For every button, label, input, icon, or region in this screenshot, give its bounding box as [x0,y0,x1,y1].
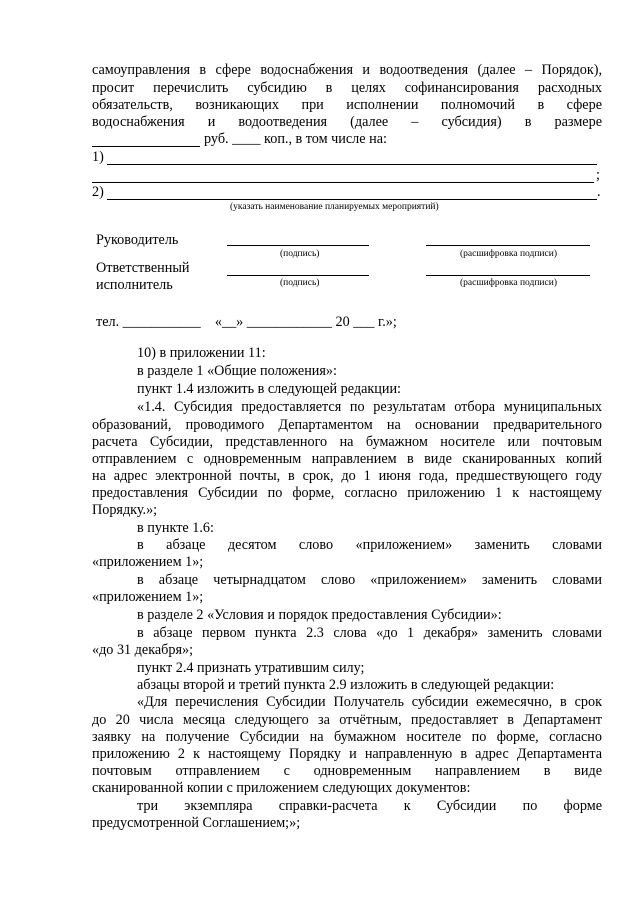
item-2-blank-line [107,199,597,200]
text-line: просит перечислить субсидию в целях софинансирования расходных [92,80,602,96]
paragraph: образований, проводимого Департаментом на основании предварительного [92,417,602,433]
paragraph: сканированной копии с приложением следующих документов: [92,780,471,796]
paragraph: на адрес электронной почты, в срок, до 1 июня года, предшествующего году [92,468,602,484]
text-line: самоуправления в сфере водоснабжения и водоотведения (далее – Порядок), [92,62,602,78]
decode-hint: (расшифровка подписи) [460,249,557,259]
paragraph: приложению 2 к настоящему Порядку и направленную в адрес Департамента [92,746,602,762]
paragraph: три экземпляра справки-расчета к Субсидии по форме [137,798,602,814]
amount-text: руб. ____ коп., в том числе на: [204,131,387,147]
responsible-label-1: Ответственный [96,260,190,276]
paragraph: до 20 числа месяца следующего за отчётным, предоставляет в Департамент [92,712,602,728]
item-2-number: 2) [92,184,104,200]
paragraph: «приложением 1»; [92,554,204,570]
head-decode-line [426,245,590,246]
paragraph: Порядку.»; [92,502,158,518]
activities-hint: (указать наименование планируемых мероприятий) [230,202,439,212]
phone-date-line: тел. ___________ «__» ____________ 20 ___ г.»; [96,314,397,330]
paragraph: предоставления Субсидии по форме, согласно приложению 1 к настоящему [92,485,602,501]
paragraph: в абзаце первом пункта 2.3 слова «до 1 декабря» заменить словами [137,625,602,641]
responsible-decode-line [426,275,590,276]
head-signature-line [227,245,369,246]
paragraph: 10) в приложении 11: [137,345,266,361]
amount-blank-line [92,146,200,147]
signature-hint: (подпись) [280,278,320,288]
decode-hint: (расшифровка подписи) [460,278,557,288]
item-1-blank-line [107,164,597,165]
paragraph: в разделе 2 «Условия и порядок предоставления Субсидии»: [137,607,502,623]
paragraph: отправлением с одновременным направлением в виде сканированных копий [92,451,602,467]
paragraph: «приложением 1»; [92,589,204,605]
paragraph: «до 31 декабря»; [92,642,194,658]
paragraph: в пункте 1.6: [137,520,214,536]
paragraph: расчета Субсидии, представленного на бумажном носителе или почтовым [92,434,602,450]
text-line: водоснабжения и водоотведения (далее – субсидия) в размере [92,114,602,130]
paragraph: абзацы второй и третий пункта 2.9 изложить в следующей редакции: [137,677,555,693]
paragraph: в абзаце десятом слово «приложением» заменить словами [137,537,602,553]
paragraph: «Для перечисления Субсидии Получатель субсидии ежемесячно, в срок [137,694,602,710]
responsible-signature-line [227,275,369,276]
item-1-continuation-line [92,182,594,183]
item-1-end: ; [596,167,600,183]
text-line: обязательств, возникающих при исполнении полномочий в сфере [92,97,602,113]
paragraph: в разделе 1 «Общие положения»: [137,363,337,379]
paragraph: в абзаце четырнадцатом слово «приложением» заменить словами [137,572,602,588]
paragraph: предусмотренной Соглашением;»; [92,815,301,831]
paragraph: «1.4. Субсидия предоставляется по результатам отбора муниципальных [137,399,602,415]
paragraph: заявку на получение Субсидии на бумажном носителе по форме, согласно [92,729,602,745]
item-2-end: . [597,184,601,200]
item-1-number: 1) [92,149,104,165]
paragraph: почтовым отправлением с одновременным направлением в виде [92,763,602,779]
paragraph: пункт 1.4 изложить в следующей редакции: [137,381,401,397]
responsible-label-2: исполнитель [96,277,173,293]
head-label: Руководитель [96,232,179,248]
signature-hint: (подпись) [280,249,320,259]
paragraph: пункт 2.4 признать утратившим силу; [137,660,365,676]
